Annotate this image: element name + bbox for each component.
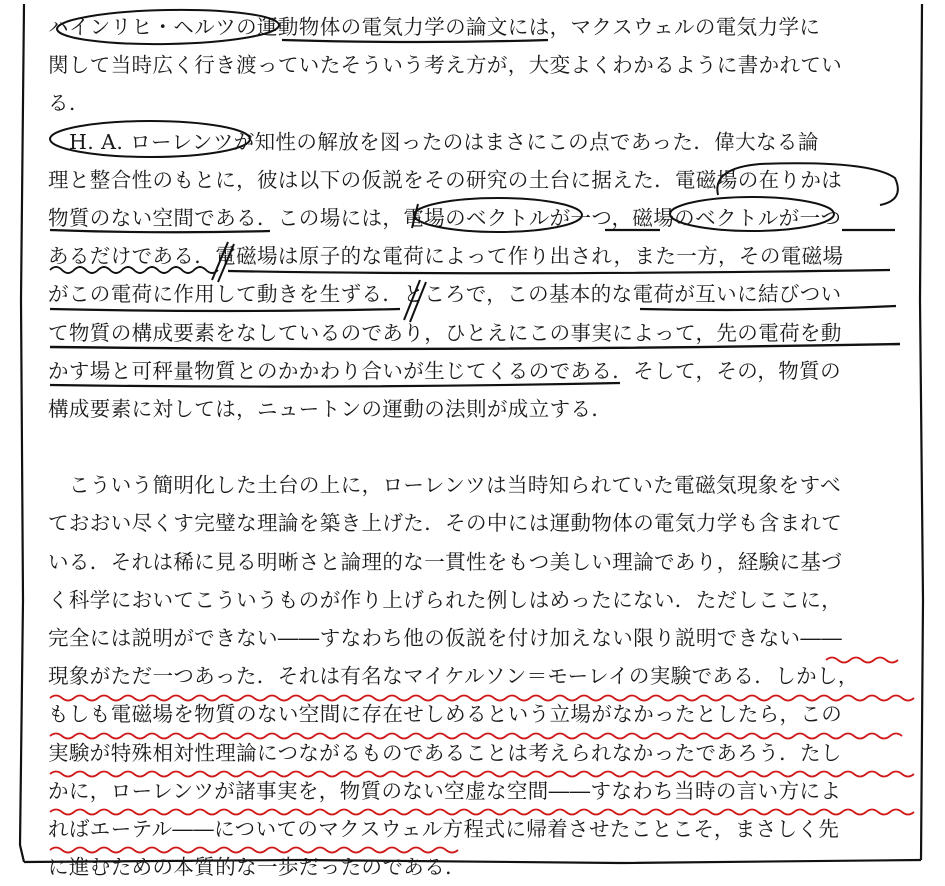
text-line: かに，ローレンツが諸事実を，物質のない空虚な空間――すなわち当時の言い方によ — [48, 778, 842, 803]
text-line: ておおい尽くす完璧な理論を築き上げた．その中には運動物体の電気力学も含まれて — [48, 511, 843, 536]
text-line: く科学においてこういうものが作り上げられた例しはめったにない．ただしここに， — [48, 587, 842, 612]
text-line: 現象がただ一つあった．それは有名なマイケルソン＝モーレイの実験である．しかし， — [48, 664, 859, 689]
text-line: 関して当時広く行き渡っていたそういう考え方が，大変よくわかるように書かれてい — [48, 53, 843, 78]
text-line: がこの電荷に作用して動きを生ずる．ところで，この基本的な電荷が互いに結びつい — [48, 282, 842, 307]
text-line — [48, 428, 908, 466]
text-line: かす場と可秤量物質とのかかわり合いが生じてくるのである．そして，その，物質の — [48, 358, 841, 383]
text-line: ればエーテル――についてのマクスウェル方程式に帰着させたことこそ，まさしく先 — [48, 816, 840, 841]
paragraph — [48, 466, 908, 886]
document-body — [48, 8, 908, 886]
text-line: 理と整合性のもとに，彼は以下の仮説をその研究の土台に据えた．電磁場の在りかは — [48, 167, 843, 192]
text-line: 構成要素に対しては，ニュートンの運動の法則が成立する． — [48, 396, 613, 421]
text-line: ハインリヒ・ヘルツの運動物体の電気力学の論文には，マクスウェルの電気力学に — [48, 15, 821, 39]
text-line: もしも電磁場を物質のない空間に存在せしめるという立場がなかったとしたら，この — [48, 702, 843, 727]
text-line: あるだけである．電磁場は原子的な電荷によって作り出され，また一方，その電磁場 — [48, 244, 844, 269]
text-line: H. A. ローレンツが知性の解放を図ったのはまさにこの点であった．偉大なる論 — [69, 129, 819, 154]
text-line: こういう簡明化した土台の上に，ローレンツは当時知られていた電磁気現象をすべ — [69, 473, 841, 498]
text-line: いる．それは稀に見る明晰さと論理的な一貫性をもつ美しい理論であり，経験に基づ — [48, 549, 843, 574]
text-line: て物質の構成要素をなしているのであり，ひとえにこの事実によって，先の電荷を動 — [48, 320, 842, 345]
text-line: に進むための本質的な一歩だったのである． — [48, 855, 466, 880]
paragraph — [48, 123, 908, 467]
paragraph — [48, 8, 908, 123]
text-line: 実験が特殊相対性理論につながるものであることは考えられなかったであろう．たし — [48, 740, 842, 765]
text-line: る. — [48, 91, 76, 116]
text-line: 完全には説明ができない――すなわち他の仮説を付け加えない限り説明できない―― — [48, 626, 843, 650]
text-line: 物質のない空間である．この場には，電場のベクトルが一つ，磁場のベクトルが一つ — [48, 205, 842, 230]
